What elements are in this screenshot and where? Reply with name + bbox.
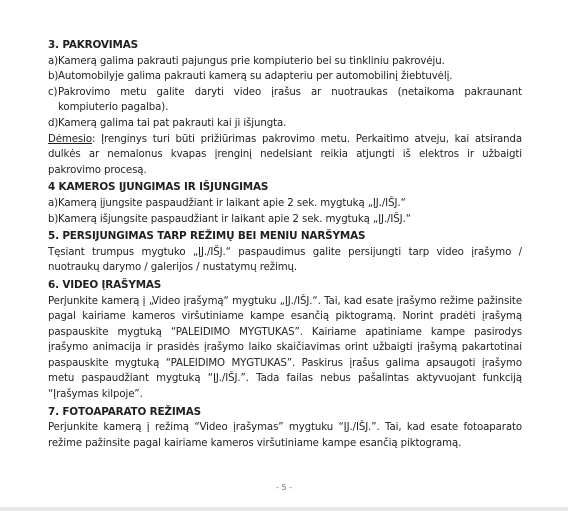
- list-item: [48, 116, 522, 132]
- list-text: Kamerą išjungsite paspaudžiant ir laikant apie 2 sek. mygtuką „ĮJ./IŠJ.“: [58, 213, 411, 225]
- list-marker: a): [48, 55, 59, 67]
- video-recording-text: Perjunkite kamerą į „Video įrašymą“ mygtuku „ĮJ./IŠJ.“. Tai, kad esate įrašymo režime pažinsite pagal kairiame kameros viršutiniame kampe esančią piktogramą. Norint pradėti įrašymą paspauskite mygtuką “PALEIDIMO MYGTUKAS”. Kairiame apatiniame kampe pasirodys įrašymo animacija ir prasidės įrašymo laiko skaičiavimas orint užbaigti įrašymą pakartotinai paspauskite mygtuką “PALEIDIMO MYGTUKAS”. Paskirus įrašus galima apsaugoti įrašymo metu paspaudžiant mygtuką “ĮJ./IŠJ.”. Tada failas nebus pašalintas aktyvuojant funkciją “Įrašymas kilpoje”.: [48, 295, 522, 401]
- section-title-camera-mode: 7. FOTOAPARATO REŽIMAS: [48, 405, 201, 418]
- power-list: [48, 196, 522, 227]
- list-item: [48, 212, 522, 228]
- mode-switch-text: Tęsiant trumpus mygtuko „ĮJ./IŠJ.“ paspaudimus galite persijungti tarp video įrašymo / nuotraukų darymo / galerijos / nustatymų režimų.: [48, 246, 522, 274]
- charging-warning: [48, 132, 522, 179]
- camera-mode-text: Perjunkite kamerą į režimą “Video įrašymas” mygtuku “ĮJ./IŠJ.”. Tai, kad esate fotoaparato režime pažinsite pagal kairiame kameros viršutiniame kampe esančią piktogramą.: [48, 422, 522, 449]
- section-title-video-recording: 6. VIDEO ĮRAŠYMAS: [48, 278, 162, 291]
- list-marker: b): [48, 213, 59, 225]
- list-item: [48, 54, 522, 70]
- list-item: [48, 196, 522, 212]
- warning-text: : Įrenginys turi būti prižiūrimas pakrovimo metu. Perkaitimo atveju, kai atsiranda dulkės ar nemalonus kvapas įrenginį nedelsiant reikia atjungti iš elektros ir užbaigti pakrovimo procesą.: [48, 133, 522, 176]
- section-title-charging: 3. PAKROVIMAS: [48, 39, 138, 51]
- list-item: [48, 85, 522, 116]
- list-text: Automobilyje galima pakrauti kamerą su adapteriu per automobilinį žiebtuvėlį.: [58, 71, 453, 83]
- list-marker: d): [48, 117, 59, 129]
- page-bottom-divider: [0, 507, 568, 511]
- list-marker: c): [48, 86, 58, 98]
- section-title-mode-switch: 5. PERSIJUNGIMAS TARP REŽIMŲ BEI MENIU NARŠYMAS: [48, 230, 366, 243]
- list-text: Kamerą įjungsite paspaudžiant ir laikant apie 2 sek. mygtuką „ĮJ./IŠJ.“: [58, 197, 406, 209]
- list-marker: a): [48, 197, 59, 209]
- warning-label: Dėmesio: [48, 133, 92, 145]
- charging-list: [48, 54, 522, 132]
- page-number: - 5 -: [276, 483, 292, 492]
- list-item: [48, 69, 522, 85]
- document-page: [48, 38, 522, 451]
- section-title-power: 4 KAMEROS ĮJUNGIMAS IR IŠJUNGIMAS: [48, 181, 269, 194]
- list-text: Kamerą galima pakrauti pajungus prie kompiuterio bei su tinkliniu pakrovėju.: [58, 55, 445, 67]
- list-marker: b): [48, 71, 59, 83]
- list-text: Pakrovimo metu galite daryti video įrašus ar nuotraukas (netaikoma pakraunant kompiuterio pagalba).: [58, 86, 522, 114]
- list-text: Kamerą galima tai pat pakrauti kai ji išjungta.: [58, 117, 287, 129]
